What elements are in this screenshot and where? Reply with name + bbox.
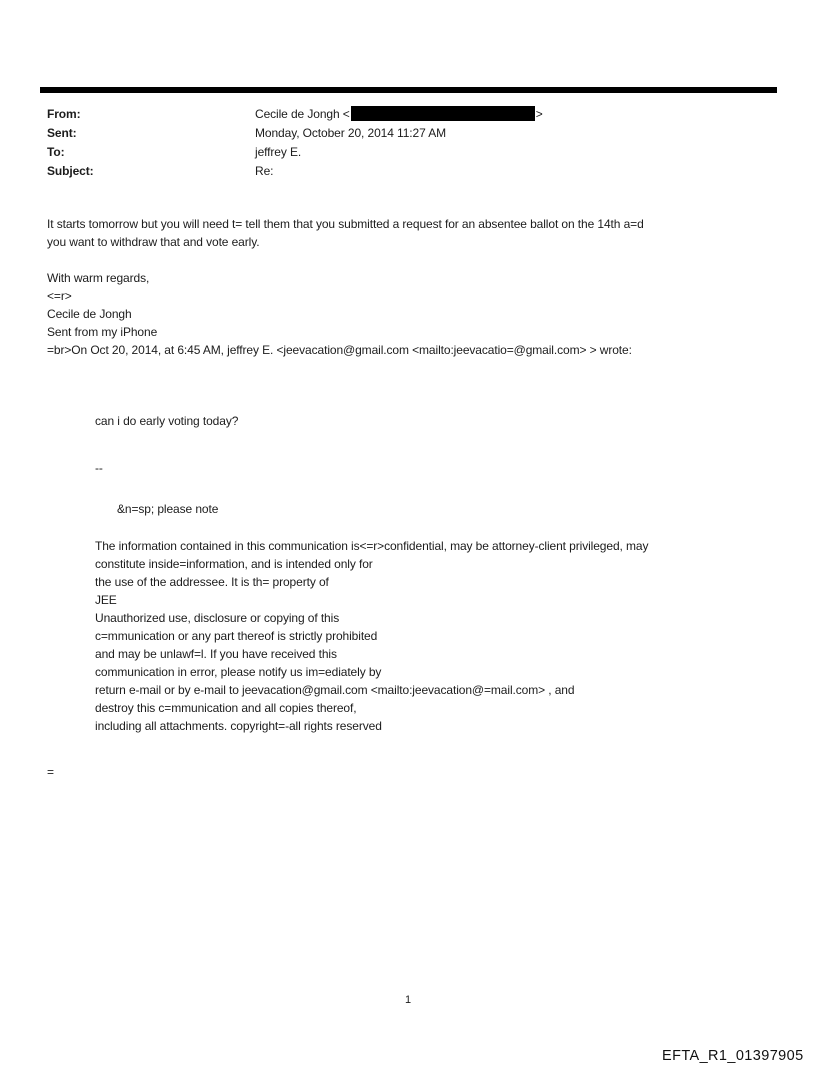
redaction-bar — [351, 106, 535, 121]
email-body — [47, 215, 644, 359]
quoted-reply-line: can i do early voting today? — [95, 414, 239, 428]
body-line: Cecile de Jongh — [47, 307, 132, 321]
body-line: It starts tomorrow but you will need t= tell them that you submitted a request for an absentee ballot on the 14th a=d — [47, 217, 644, 231]
page-number: 1 — [404, 994, 412, 1006]
header-divider — [40, 87, 777, 93]
header-row-sent — [47, 124, 543, 143]
sent-label: Sent: — [47, 126, 77, 140]
from-value-suffix: > — [535, 107, 543, 121]
disclaimer-line: constitute inside=information, and is intended only for — [95, 557, 373, 571]
disclaimer-line: JEE — [95, 593, 117, 607]
disclaimer-line: and may be unlawf=l. If you have received this — [95, 647, 337, 661]
disclaimer-line: including all attachments. copyright=-all rights reserved — [95, 719, 382, 733]
body-line — [47, 251, 644, 269]
subject-value: Re: — [255, 164, 274, 178]
header-row-to — [47, 143, 543, 162]
from-value-prefix: Cecile de Jongh < — [255, 107, 350, 121]
body-line: Sent from my iPhone — [47, 325, 158, 339]
from-value — [255, 105, 543, 124]
disclaimer-line: destroy this c=mmunication and all copies thereof, — [95, 701, 357, 715]
subject-label: Subject: — [47, 164, 94, 178]
header-row-subject — [47, 162, 543, 181]
disclaimer-line: Unauthorized use, disclosure or copying of this — [95, 611, 340, 625]
body-line: With warm regards, — [47, 271, 150, 285]
disclaimer-line: return e-mail or by e-mail to jeevacation@gmail.com <mailto:jeevacation@=mail.com> , and — [95, 683, 575, 697]
from-label: From: — [47, 107, 81, 121]
quote-separator: -- — [95, 461, 103, 475]
body-line: you want to withdraw that and vote early. — [47, 235, 260, 249]
disclaimer-line: c=mmunication or any part thereof is strictly prohibited — [95, 629, 378, 643]
trailing-equals: = — [47, 765, 54, 779]
disclaimer-line: The information contained in this communication is<=r>confidential, may be attorney-client privileged, may — [95, 539, 649, 553]
body-line: <=r> — [47, 289, 72, 303]
disclaimer-block — [95, 537, 648, 735]
quote-note: &n=sp; please note — [117, 502, 219, 516]
header-row-from — [47, 105, 543, 124]
sent-value: Monday, October 20, 2014 11:27 AM — [255, 126, 447, 140]
to-value: jeffrey E. — [255, 145, 302, 159]
disclaimer-line: the use of the addressee. It is th= property of — [95, 575, 329, 589]
email-header — [47, 105, 543, 181]
body-line: =br>On Oct 20, 2014, at 6:45 AM, jeffrey E. <jeevacation@gmail.com <mailto:jeevacatio=@gmail.com> > wrote: — [47, 343, 632, 357]
disclaimer-line: communication in error, please notify us im=ediately by — [95, 665, 382, 679]
bates-number: EFTA_R1_01397905 — [662, 1048, 804, 1064]
to-label: To: — [47, 145, 65, 159]
